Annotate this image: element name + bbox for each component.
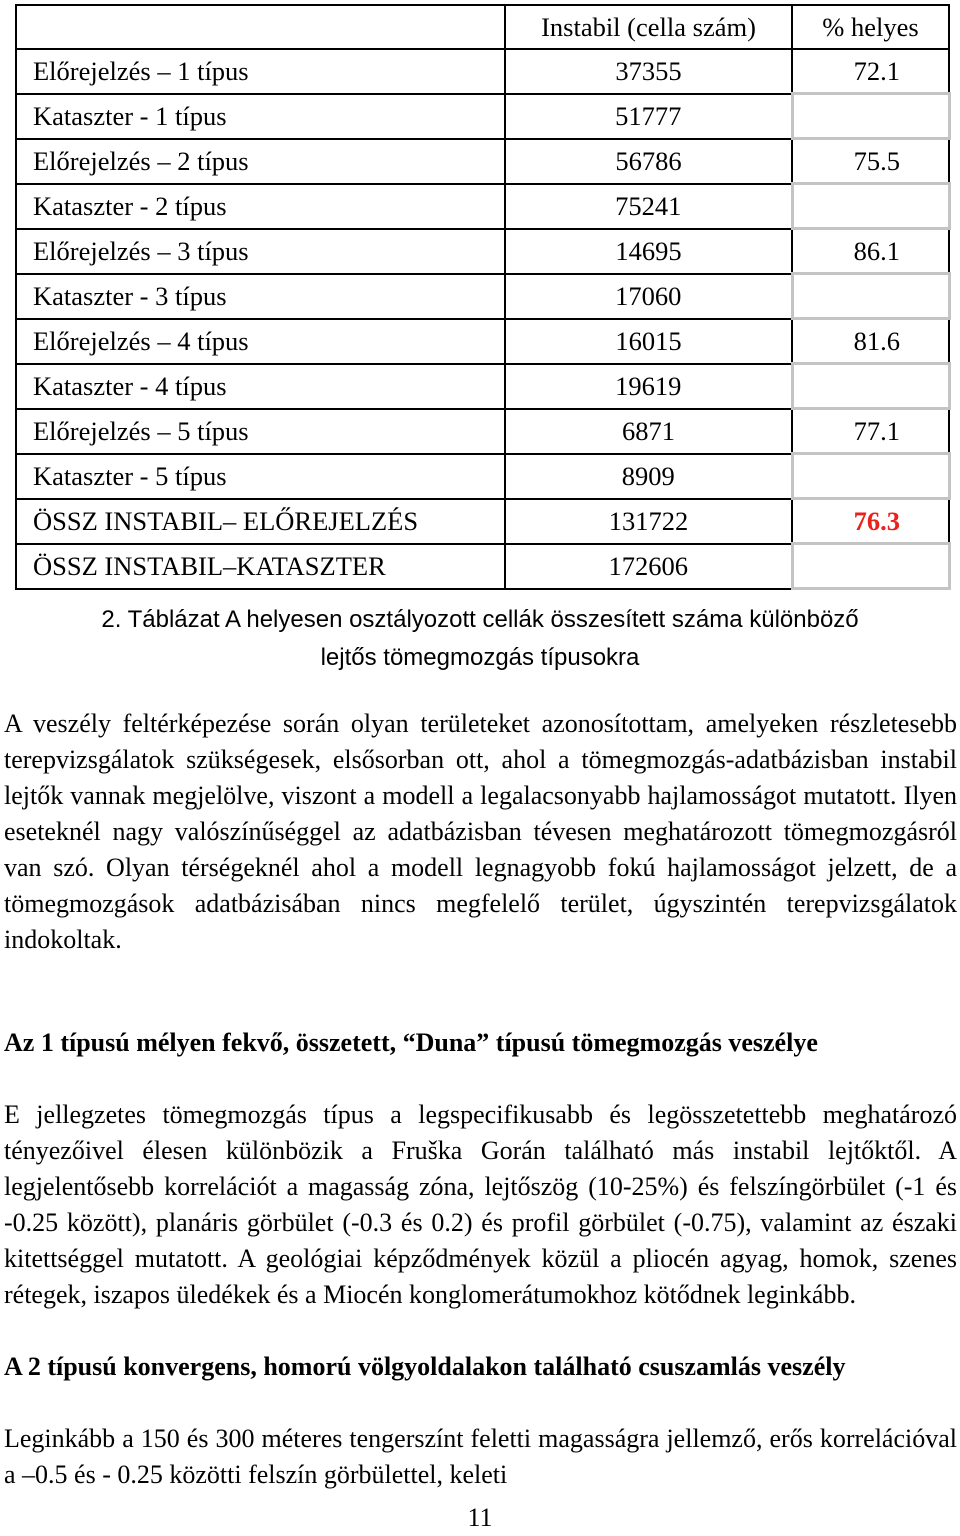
row-label-cell: Kataszter - 1 típus bbox=[16, 94, 505, 139]
section-heading-type-1: Az 1 típusú mélyen fekvő, összetett, “Duna” típusú tömegmozgás veszélye bbox=[4, 1028, 818, 1057]
header-pct-cell: % helyes bbox=[792, 5, 949, 49]
row-pct-cell bbox=[792, 274, 949, 319]
table-row bbox=[16, 139, 949, 184]
row-pct-cell bbox=[792, 454, 949, 499]
page-number: 11 bbox=[467, 1503, 493, 1532]
row-count-cell: 37355 bbox=[505, 49, 792, 94]
table-row bbox=[16, 499, 949, 544]
table-row bbox=[16, 364, 949, 409]
table-header-row bbox=[16, 5, 949, 49]
table-caption-line-1: 2. Táblázat A helyesen osztályozott cellák összesített száma különböző bbox=[101, 606, 859, 633]
header-count-cell: Instabil (cella szám) bbox=[505, 5, 792, 49]
table-row bbox=[16, 319, 949, 364]
row-label-cell: Kataszter - 4 típus bbox=[16, 364, 505, 409]
row-label-cell: Kataszter - 5 típus bbox=[16, 454, 505, 499]
row-pct-cell: 77.1 bbox=[792, 409, 949, 454]
row-pct-cell: 72.1 bbox=[792, 49, 949, 94]
table-row bbox=[16, 454, 949, 499]
row-count-cell: 56786 bbox=[505, 139, 792, 184]
paragraph-2: E jellegzetes tömegmozgás típus a legspecifikusabb és legösszetettebb meghatározó tényezőivel élesen különbözik a Fruška Gorán található más instabil lejtőktől. A legjelentősebb korrelációt a magasság zóna, lejtőszög (10-25%) és felszíngörbület (-1 és -0.25 között), planáris görbület (-0.3 és 0.2) és profil görbület (-0.75), valamint az északi kitettséggel mutatott. A geológiai képződmények közül a pliocén agyag, homok, szenes rétegek, iszapos üledékek és a Miocén konglomerátumokhoz kötődnek leginkább. bbox=[4, 1100, 957, 1309]
table-row bbox=[16, 409, 949, 454]
table-row bbox=[16, 274, 949, 319]
row-pct-cell bbox=[792, 544, 949, 589]
row-label-cell: Előrejelzés – 3 típus bbox=[16, 229, 505, 274]
row-label-cell: Előrejelzés – 1 típus bbox=[16, 49, 505, 94]
table-caption-line-2: lejtős tömegmozgás típusokra bbox=[320, 644, 640, 671]
row-count-cell: 14695 bbox=[505, 229, 792, 274]
table-row bbox=[16, 49, 949, 94]
header-label-cell bbox=[16, 5, 505, 49]
row-count-cell: 8909 bbox=[505, 454, 792, 499]
row-count-cell: 172606 bbox=[505, 544, 792, 589]
row-label-cell: ÖSSZ INSTABIL– ELŐREJELZÉS bbox=[16, 499, 505, 544]
row-label-cell: Kataszter - 2 típus bbox=[16, 184, 505, 229]
row-count-cell: 131722 bbox=[505, 499, 792, 544]
row-pct-cell: 86.1 bbox=[792, 229, 949, 274]
row-pct-cell: 75.5 bbox=[792, 139, 949, 184]
row-count-cell: 75241 bbox=[505, 184, 792, 229]
table-row bbox=[16, 184, 949, 229]
row-pct-cell bbox=[792, 94, 949, 139]
row-pct-cell bbox=[792, 184, 949, 229]
table-row bbox=[16, 544, 949, 589]
results-table bbox=[15, 4, 951, 590]
row-label-cell: Előrejelzés – 4 típus bbox=[16, 319, 505, 364]
row-count-cell: 16015 bbox=[505, 319, 792, 364]
row-label-cell: Előrejelzés – 2 típus bbox=[16, 139, 505, 184]
section-heading-type-2: A 2 típusú konvergens, homorú völgyoldalakon található csuszamlás veszély bbox=[4, 1352, 846, 1381]
row-count-cell: 19619 bbox=[505, 364, 792, 409]
paragraph-1: A veszély feltérképezése során olyan területeket azonosítottam, amelyeken részletesebb terepvizsgálatok szükségesek, elsősorban ott, ahol a tömegmozgás-adatbázisban instabil lejtők vannak megjelölve, viszont a modell a legalacsonyabb hajlamosságot mutatott. Ilyen eseteknél nagy valószínűséggel az adatbázisban tévesen meghatározott tömegmozgásról van szó. Olyan térségeknél ahol a modell legnagyobb fokú hajlamosságot jelzett, de a tömegmozgások adatbázisában nincs megfelelő terület, úgyszintén terepvizsgálatok indokoltak. bbox=[4, 709, 957, 954]
row-pct-cell: 76.3 bbox=[792, 499, 949, 544]
row-count-cell: 51777 bbox=[505, 94, 792, 139]
row-pct-cell bbox=[792, 364, 949, 409]
row-count-cell: 6871 bbox=[505, 409, 792, 454]
row-pct-cell: 81.6 bbox=[792, 319, 949, 364]
paragraph-3: Leginkább a 150 és 300 méteres tengerszínt feletti magasságra jellemző, erős korrelációval a –0.5 és - 0.25 közötti felszín görbülettel, keleti bbox=[4, 1424, 957, 1489]
table-row bbox=[16, 229, 949, 274]
row-count-cell: 17060 bbox=[505, 274, 792, 319]
table-row bbox=[16, 94, 949, 139]
row-label-cell: Kataszter - 3 típus bbox=[16, 274, 505, 319]
row-label-cell: Előrejelzés – 5 típus bbox=[16, 409, 505, 454]
row-label-cell: ÖSSZ INSTABIL–KATASZTER bbox=[16, 544, 505, 589]
